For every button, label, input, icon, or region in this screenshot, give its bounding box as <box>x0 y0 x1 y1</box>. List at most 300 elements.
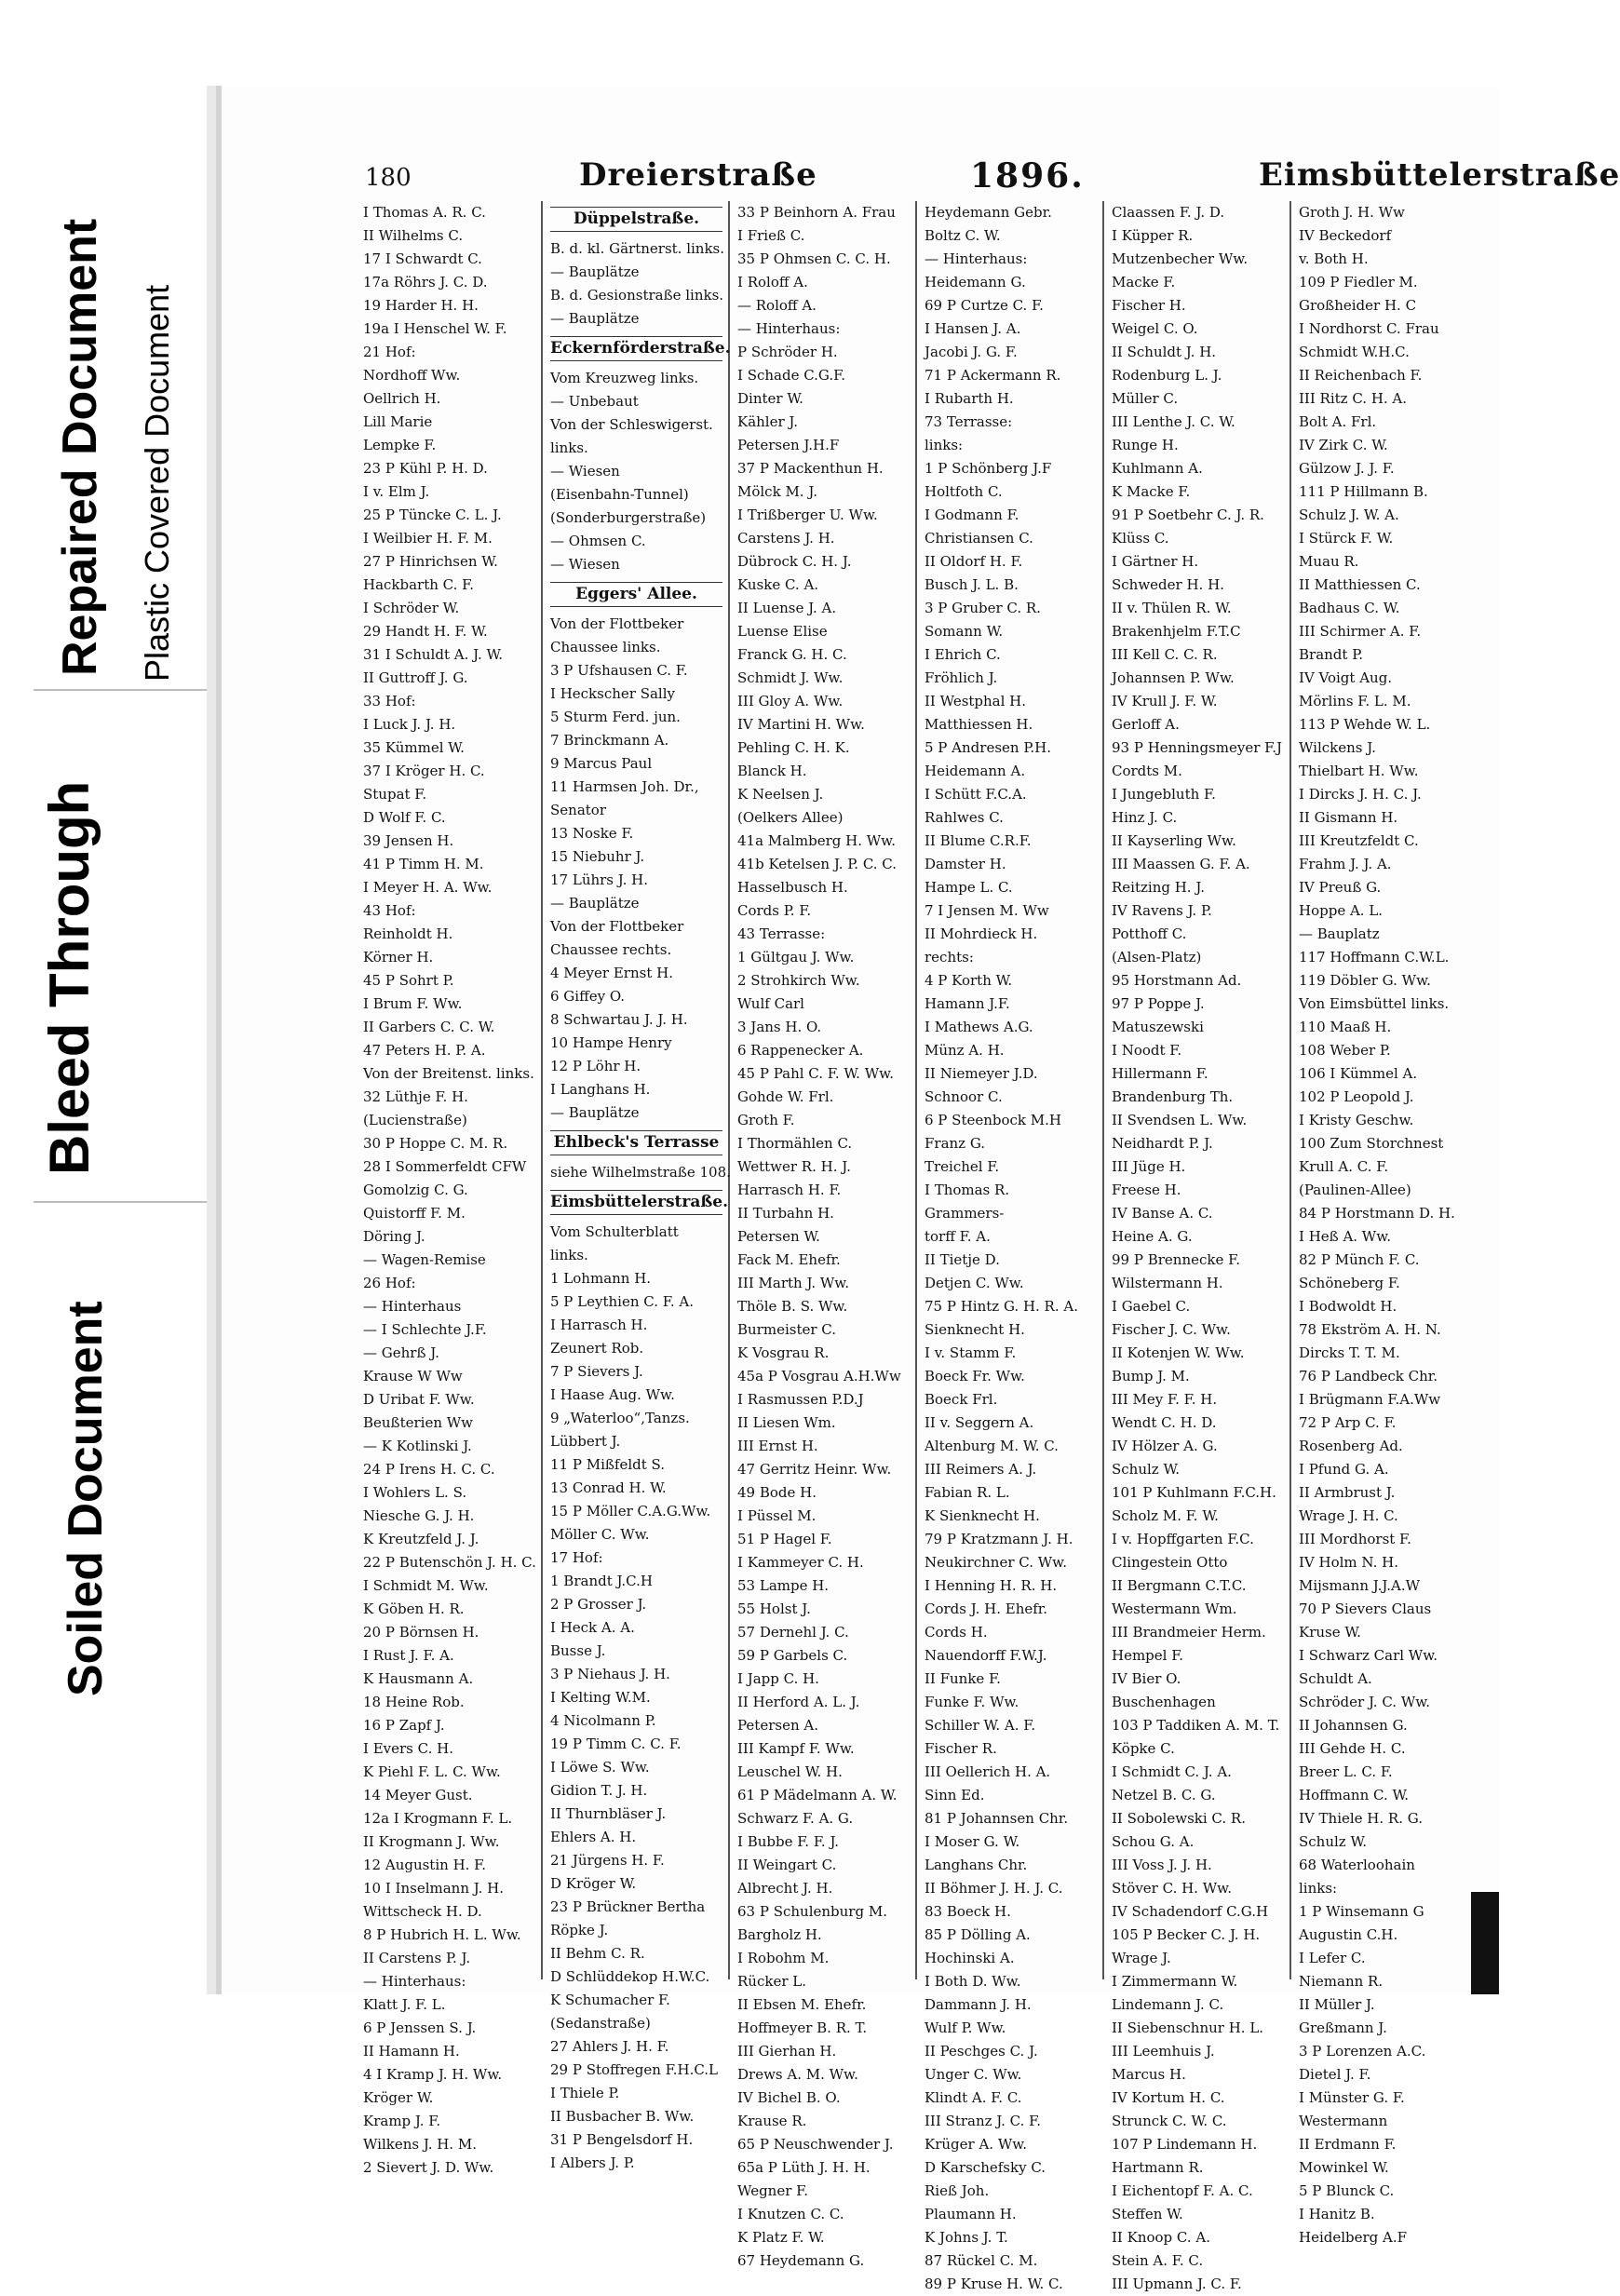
directory-entry: Breer L. C. F. <box>1299 1763 1393 1780</box>
directory-entry: 61 P Mädelmann A. W. <box>737 1787 898 1803</box>
directory-entry: Stupat F. <box>363 786 427 803</box>
directory-entry: Gohde W. Frl. <box>737 1088 834 1105</box>
directory-entry: 45 P Sohrt P. <box>363 972 454 989</box>
directory-entry: 49 Bode H. <box>737 1484 817 1501</box>
directory-entry: 70 P Sievers Claus <box>1299 1600 1432 1617</box>
directory-entry: Brandt P. <box>1299 646 1364 663</box>
directory-entry: 41 P Timm H. M. <box>363 856 484 872</box>
directory-entry: III Marth J. Ww. <box>737 1275 850 1291</box>
directory-entry: 67 Heydemann G. <box>737 2252 865 2269</box>
directory-entry: I Thomas R. <box>925 1182 1010 1198</box>
directory-entry: — Unbebaut <box>550 393 639 410</box>
directory-entry: 27 Ahlers J. H. F. <box>550 2038 669 2055</box>
directory-entry: Petersen A. <box>737 1717 818 1734</box>
directory-entry: 51 P Hagel F. <box>737 1531 832 1547</box>
header-left-street: Dreierstraße <box>579 156 817 194</box>
directory-entry: Von der Flottbeker <box>550 918 684 935</box>
header-year: 1896. <box>970 156 1085 196</box>
directory-entry: Altenburg M. W. C. <box>925 1438 1059 1454</box>
directory-entry: Fischer H. <box>1112 297 1186 314</box>
directory-entry: Langhans Chr. <box>925 1857 1028 1873</box>
directory-entry: Döring J. <box>363 1228 425 1245</box>
directory-entry: 100 Zum Storchnest <box>1299 1135 1444 1152</box>
directory-entry: Thielbart H. Ww. <box>1299 763 1419 779</box>
directory-entry: Treichel F. <box>925 1158 1000 1175</box>
directory-entry: Petersen W. <box>737 1228 820 1245</box>
directory-entry: (Paulinen-Allee) <box>1299 1182 1411 1198</box>
directory-entry: Scholz M. F. W. <box>1112 1507 1219 1524</box>
directory-entry: II Knoop C. A. <box>1112 2229 1210 2246</box>
directory-column <box>356 201 543 2176</box>
directory-entry: Klindt A. F. C. <box>925 2089 1022 2106</box>
directory-entry: Sinn Ed. <box>925 1787 985 1803</box>
directory-entry: II Mohrdieck H. <box>925 925 1038 942</box>
directory-entry: Von Eimsbüttel links. <box>1299 995 1450 1012</box>
directory-entry: 81 P Johannsen Chr. <box>925 1810 1069 1827</box>
directory-entry: I Wohlers L. S. <box>363 1484 467 1501</box>
directory-entry: 82 P Münch F. C. <box>1299 1251 1420 1268</box>
directory-entry: — Bauplatz <box>1299 925 1380 942</box>
directory-entry: Mölck M. J. <box>737 483 817 500</box>
directory-entry: III Gehde H. C. <box>1299 1740 1406 1757</box>
directory-entry: Kähler J. <box>737 413 799 430</box>
directory-entry: 113 P Wehde W. L. <box>1299 716 1431 733</box>
directory-entry: Cords J. H. Ehefr. <box>925 1600 1048 1617</box>
directory-entry: 6 Rappenecker A. <box>737 1042 864 1059</box>
directory-entry: 109 P Fiedler M. <box>1299 274 1418 290</box>
directory-entry: 41b Ketelsen J. P. C. C. <box>737 856 898 872</box>
street-heading: Ehlbeck's Terrasse <box>550 1130 722 1155</box>
directory-entry: Franck G. H. C. <box>737 646 847 663</box>
directory-entry: Damster H. <box>925 856 1006 872</box>
directory-entry: (Oelkers Allee) <box>737 809 844 826</box>
directory-entry: I Brum F. Ww. <box>363 995 463 1012</box>
directory-entry: 95 Horstmann Ad. <box>1112 972 1242 989</box>
directory-entry: 17 Hof: <box>550 1549 603 1566</box>
label-separator <box>34 1201 210 1203</box>
directory-entry: Schnoor C. <box>925 1088 1003 1105</box>
directory-entry: 25 P Tüncke C. L. J. <box>363 506 502 523</box>
directory-entry: Hillermann F. <box>1112 1065 1208 1082</box>
directory-entry: 30 P Hoppe C. M. R. <box>363 1135 508 1152</box>
directory-entry: Dinter W. <box>737 390 803 407</box>
directory-entry: I Gaebel C. <box>1112 1298 1191 1315</box>
directory-entry: III Upmann J. C. F. <box>1112 2276 1242 2292</box>
directory-entry: (Sedanstraße) <box>550 2015 651 2032</box>
directory-entry: Boeck Fr. Ww. <box>925 1368 1025 1384</box>
directory-entry: 13 Conrad H. W. <box>550 1479 667 1496</box>
directory-entry: I Kristy Geschw. <box>1299 1112 1414 1128</box>
directory-entry: 43 Hof: <box>363 902 416 919</box>
directory-entry: I Henning H. R. H. <box>925 1577 1058 1594</box>
directory-entry: II Garbers C. C. W. <box>363 1019 495 1035</box>
directory-entry: K Schumacher F. <box>550 1992 670 2008</box>
directory-entry: 16 P Zapf J. <box>363 1717 445 1734</box>
directory-entry: 117 Hoffmann C.W.L. <box>1299 949 1450 966</box>
directory-entry: I Küpper R. <box>1112 227 1194 244</box>
directory-entry: Klatt J. F. L. <box>363 1996 446 2013</box>
directory-entry: 7 I Jensen M. Ww <box>925 902 1049 919</box>
directory-entry: 69 P Curtze C. F. <box>925 297 1044 314</box>
directory-entry: 5 P Blunck C. <box>1299 2182 1395 2199</box>
directory-entry: 37 P Mackenthun H. <box>737 460 884 477</box>
directory-entry: K Kreutzfeld J. J. <box>363 1531 479 1547</box>
directory-entry: Marcus H. <box>1112 2066 1186 2083</box>
directory-entry: 4 P Korth W. <box>925 972 1013 989</box>
directory-entry: D Kröger W. <box>550 1875 637 1892</box>
directory-entry: K Piehl F. L. C. Ww. <box>363 1763 501 1780</box>
directory-entry: — Ohmsen C. <box>550 533 646 549</box>
directory-entry: I Godmann F. <box>925 506 1019 523</box>
header-right-street: Eimsbüttelerstraße <box>1259 156 1620 194</box>
directory-entry: IV Hölzer A. G. <box>1112 1438 1218 1454</box>
directory-entry: Kröger W. <box>363 2089 434 2106</box>
directory-entry: 21 Jürgens H. F. <box>550 1852 665 1869</box>
directory-entry: II Johannsen G. <box>1299 1717 1408 1734</box>
directory-entry: Macke F. <box>1112 274 1176 290</box>
directory-entry: I Brügmann F.A.Ww <box>1299 1391 1441 1408</box>
directory-entry: I Hanitz B. <box>1299 2206 1375 2222</box>
directory-entry: Rieß Joh. <box>925 2182 990 2199</box>
directory-entry: 10 Hampe Henry <box>550 1034 672 1051</box>
directory-entry: I v. Stamm F. <box>925 1344 1017 1361</box>
directory-entry: Hempel F. <box>1112 1647 1184 1664</box>
directory-entry: I Pfund G. A. <box>1299 1461 1389 1478</box>
directory-entry: III Mey F. F. H. <box>1112 1391 1218 1408</box>
directory-entry: 6 P Steenbock M.H <box>925 1112 1061 1128</box>
directory-entry: Hoffmann C. W. <box>1299 1787 1410 1803</box>
directory-entry: — Wiesen <box>550 556 620 573</box>
page-header <box>365 151 1620 197</box>
directory-entry: Chaussee rechts. <box>550 941 672 958</box>
directory-entry: Sienknecht H. <box>925 1321 1025 1338</box>
directory-entry: 45 P Pahl C. F. W. Ww. <box>737 1065 894 1082</box>
directory-entry: — I Schlechte J.F. <box>363 1321 487 1338</box>
plastic-covered-document-label: Plastic Covered Document <box>138 284 176 682</box>
directory-entry: 47 Peters H. P. A. <box>363 1042 486 1059</box>
directory-entry: Wettwer R. H. J. <box>737 1158 851 1175</box>
directory-entry: Rücker L. <box>737 1973 806 1990</box>
directory-page <box>207 86 1620 2292</box>
directory-entry: III Oellerich H. A. <box>925 1763 1051 1780</box>
directory-entry: 17 I Schwardt C. <box>363 250 482 267</box>
directory-entry: links: <box>925 437 964 453</box>
directory-entry: II Herford A. L. J. <box>737 1694 860 1710</box>
directory-entry: 89 P Kruse H. W. C. <box>925 2276 1063 2292</box>
directory-entry: torff F. A. <box>925 1228 991 1245</box>
directory-entry: 6 Giffey O. <box>550 988 626 1005</box>
directory-entry: I Schütt F.C.A. <box>925 786 1027 803</box>
directory-entry: I Münster G. F. <box>1299 2089 1405 2106</box>
directory-entry: I v. Hopffgarten F.C. <box>1112 1531 1254 1547</box>
directory-entry: 9 Marcus Paul <box>550 755 653 772</box>
directory-entry: 24 P Irens H. C. C. <box>363 1461 495 1478</box>
directory-entry: I Both D. Ww. <box>925 1973 1021 1990</box>
directory-entry: I Heß A. Ww. <box>1299 1228 1392 1245</box>
directory-entry: II Blume C.R.F. <box>925 832 1032 849</box>
directory-entry: 15 P Möller C.A.G.Ww. <box>550 1503 711 1519</box>
directory-entry: 7 Brinckmann A. <box>550 732 669 749</box>
directory-entry: links. <box>550 439 588 456</box>
directory-entry: IV Ravens J. P. <box>1112 902 1212 919</box>
directory-entry: I Langhans H. <box>550 1081 651 1098</box>
directory-column <box>1104 201 1291 2292</box>
directory-entry: — Bauplätze <box>550 310 640 327</box>
directory-entry: II Schuldt J. H. <box>1112 344 1217 360</box>
directory-entry: 27 P Hinrichsen W. <box>363 553 498 570</box>
directory-entry: Senator <box>550 802 606 818</box>
directory-entry: Großheider H. C <box>1299 297 1417 314</box>
directory-entry: 71 P Ackermann R. <box>925 367 1061 384</box>
directory-entry: Hochinski A. <box>925 1950 1015 1966</box>
directory-entry: Runge H. <box>1112 437 1179 453</box>
directory-entry: 76 P Landbeck Chr. <box>1299 1368 1438 1384</box>
directory-entry: IV Krull J. F. W. <box>1112 693 1218 709</box>
directory-entry: I Trißberger U. Ww. <box>737 506 878 523</box>
directory-entry: IV Preuß G. <box>1299 879 1382 896</box>
directory-entry: Nauendorff F.W.J. <box>925 1647 1047 1664</box>
directory-entry: Christiansen C. <box>925 530 1033 547</box>
directory-entry: 101 P Kuhlmann F.C.H. <box>1112 1484 1276 1501</box>
directory-entry: I Schade C.G.F. <box>737 367 845 384</box>
directory-entry: Dammann J. H. <box>925 1996 1032 2013</box>
directory-entry: I Robohm M. <box>737 1950 830 1966</box>
directory-entry: Busse J. <box>550 1642 606 1659</box>
directory-entry: — K Kotlinski J. <box>363 1438 472 1454</box>
directory-entry: links. <box>550 1247 588 1263</box>
directory-entry: 93 P Henningsmeyer F.J <box>1112 739 1282 756</box>
directory-entry: 73 Terrasse: <box>925 413 1013 430</box>
directory-entry: I Bodwoldt H. <box>1299 1298 1397 1315</box>
directory-entry: 19 P Timm C. C. F. <box>550 1736 682 1752</box>
directory-entry: 37 I Kröger H. C. <box>363 763 485 779</box>
directory-entry: 33 Hof: <box>363 693 416 709</box>
directory-entry: I Jungebluth F. <box>1112 786 1216 803</box>
directory-entry: II Sobolewski C. R. <box>1112 1810 1246 1827</box>
directory-entry: K Johns J. T. <box>925 2229 1008 2246</box>
directory-entry: 65 P Neuschwender J. <box>737 2136 894 2153</box>
directory-entry: P Schröder H. <box>737 344 838 360</box>
directory-entry: K Vosgrau R. <box>737 1344 830 1361</box>
directory-entry: K Hausmann A. <box>363 1670 474 1687</box>
directory-entry: K Macke F. <box>1112 483 1191 500</box>
directory-entry: 59 P Garbels C. <box>737 1647 848 1664</box>
directory-entry: Gidion T. J. H. <box>550 1782 648 1799</box>
directory-entry: II Oldorf H. F. <box>925 553 1023 570</box>
directory-entry: (Sonderburgerstraße) <box>550 509 707 526</box>
directory-entry: Boltz C. W. <box>925 227 1001 244</box>
directory-entry: Neukirchner C. Ww. <box>925 1554 1067 1571</box>
directory-entry: Somann W. <box>925 623 1004 640</box>
directory-entry: 4 Nicolmann P. <box>550 1712 656 1729</box>
directory-entry: Kruse W. <box>1299 1624 1361 1641</box>
directory-entry: Schweder H. H. <box>1112 576 1224 593</box>
directory-entry: IV Kortum H. C. <box>1112 2089 1225 2106</box>
directory-entry: Buschenhagen <box>1112 1694 1216 1710</box>
directory-entry: 18 Heine Rob. <box>363 1694 465 1710</box>
directory-entry: 17a Röhrs J. C. D. <box>363 274 488 290</box>
directory-entry: Rosenberg Ad. <box>1299 1438 1403 1454</box>
directory-entry: I Lefer C. <box>1299 1950 1366 1966</box>
directory-entry: I Albers J. P. <box>550 2154 635 2171</box>
directory-entry: 13 Noske F. <box>550 825 634 842</box>
directory-entry: I Haase Aug. Ww. <box>550 1386 675 1403</box>
directory-entry: — Bauplätze <box>550 263 640 280</box>
directory-entry: Blanck H. <box>737 763 807 779</box>
directory-entry: Petersen J.H.F <box>737 437 840 453</box>
directory-entry: Cords P. F. <box>737 902 812 919</box>
directory-entry: Strunck C. W. C. <box>1112 2113 1227 2129</box>
directory-entry: II Luense J. A. <box>737 600 837 616</box>
directory-column <box>1291 201 1478 2246</box>
directory-entry: 2 Strohkirch Ww. <box>737 972 860 989</box>
directory-entry: I Löwe S. Ww. <box>550 1759 650 1776</box>
directory-entry: I Schwarz Carl Ww. <box>1299 1647 1438 1664</box>
directory-entry: 10 I Inselmann J. H. <box>363 1880 504 1897</box>
street-heading: Eckernförderstraße. <box>550 336 722 361</box>
directory-entry: Leuschel W. H. <box>737 1763 843 1780</box>
directory-entry: 31 P Bengelsdorf H. <box>550 2131 694 2148</box>
directory-entry: Hasselbusch H. <box>737 879 848 896</box>
directory-entry: Wittscheck H. D. <box>363 1903 482 1920</box>
directory-entry: III Gloy A. Ww. <box>737 693 844 709</box>
directory-entry: 107 P Lindemann H. <box>1112 2136 1258 2153</box>
directory-entry: Schmidt W.H.C. <box>1299 344 1410 360</box>
directory-entry: Beußterien Ww <box>363 1414 474 1431</box>
directory-entry: Hinz J. C. <box>1112 809 1178 826</box>
directory-entry: I Heck A. A. <box>550 1619 635 1636</box>
directory-entry: Hampe L. C. <box>925 879 1013 896</box>
directory-entry: 43 Terrasse: <box>737 925 826 942</box>
directory-entry: Matthiessen H. <box>925 716 1033 733</box>
directory-entry: 108 Weber P. <box>1299 1042 1391 1059</box>
directory-entry: I Harrasch H. <box>550 1317 648 1333</box>
directory-entry: 4 I Kramp J. H. Ww. <box>363 2066 503 2083</box>
directory-entry: Clingestein Otto <box>1112 1554 1228 1571</box>
directory-entry: 20 P Börnsen H. <box>363 1624 479 1641</box>
directory-entry: Augustin C.H. <box>1299 1926 1398 1943</box>
bleed-through-label: Bleed Through <box>38 780 101 1175</box>
directory-entry: I Schmidt C. J. A. <box>1112 1763 1232 1780</box>
directory-entry: Schiller W. A. F. <box>925 1717 1036 1734</box>
directory-entry: Klüss C. <box>1112 530 1169 547</box>
directory-entry: Kuhlmann A. <box>1112 460 1203 477</box>
directory-entry: siehe Wilhelmstraße 108. <box>550 1164 731 1181</box>
directory-entry: Fischer R. <box>925 1740 997 1757</box>
directory-entry: I Hansen J. A. <box>925 320 1021 337</box>
directory-entry: v. Both H. <box>1299 250 1369 267</box>
directory-entry: 3 P Gruber C. R. <box>925 600 1041 616</box>
directory-entry: II Armbrust J. <box>1299 1484 1396 1501</box>
page-number: 180 <box>365 164 412 192</box>
directory-entry: Pehling C. H. K. <box>737 739 850 756</box>
directory-entry: Krüger A. Ww. <box>925 2136 1028 2153</box>
directory-entry: II Reichenbach F. <box>1299 367 1423 384</box>
directory-entry: 8 Schwartau J. J. H. <box>550 1011 688 1028</box>
directory-entry: K Platz F. W. <box>737 2229 825 2246</box>
directory-entry: Stöver C. H. Ww. <box>1112 1880 1232 1897</box>
directory-entry: II Turbahn H. <box>737 1205 834 1222</box>
directory-entry: II Erdmann F. <box>1299 2136 1397 2153</box>
directory-entry: Heydemann Gebr. <box>925 204 1052 221</box>
directory-entry: I Stürck F. W. <box>1299 530 1394 547</box>
directory-entry: Kramp J. F. <box>363 2113 441 2129</box>
directory-entry: Bump J. M. <box>1112 1368 1190 1384</box>
directory-entry: Bargholz H. <box>737 1926 822 1943</box>
directory-entry: — Bauplätze <box>550 895 640 912</box>
directory-entry: Gomolzig C. G. <box>363 1182 468 1198</box>
directory-entry: I Thomas A. R. C. <box>363 204 486 221</box>
directory-entry: — Wagen-Remise <box>363 1251 486 1268</box>
directory-entry: Cordts M. <box>1112 763 1182 779</box>
directory-entry: Schöneberg F. <box>1299 1275 1400 1291</box>
scan-corner <box>1471 1892 1499 1994</box>
directory-entry: III Ritz C. H. A. <box>1299 390 1408 407</box>
directory-entry: Brandenburg Th. <box>1112 1088 1234 1105</box>
directory-entry: 22 P Butenschön J. H. C. <box>363 1554 536 1571</box>
directory-entry: Reitzing H. J. <box>1112 879 1205 896</box>
directory-entry: Fack M. Ehefr. <box>737 1251 841 1268</box>
directory-entry: Von der Breitenst. links. <box>363 1065 534 1082</box>
directory-entry: 53 Lampe H. <box>737 1577 830 1594</box>
directory-entry: 35 P Ohmsen C. C. H. <box>737 250 891 267</box>
directory-entry: 29 Handt H. F. W. <box>363 623 488 640</box>
directory-entry: 9 „Waterloo“,Tanzs. <box>550 1410 690 1426</box>
directory-entry: Heidelberg A.F <box>1299 2229 1408 2246</box>
directory-entry: 1 Gültgau J. Ww. <box>737 949 855 966</box>
directory-entry: 68 Waterloohain <box>1299 1857 1415 1873</box>
directory-entry: 15 Niebuhr J. <box>550 848 645 865</box>
directory-entry: Dircks T. T. M. <box>1299 1344 1400 1361</box>
directory-entry: Lindemann J. C. <box>1112 1996 1224 2013</box>
directory-columns <box>356 201 1499 2292</box>
directory-entry: Potthoff C. <box>1112 925 1187 942</box>
directory-entry: I Schröder W. <box>363 600 460 616</box>
directory-entry: Wulf P. Ww. <box>925 2019 1006 2036</box>
directory-entry: Jacobi J. G. F. <box>925 344 1018 360</box>
directory-entry: Wulf Carl <box>737 995 804 1012</box>
directory-entry: Lempke F. <box>363 437 437 453</box>
directory-entry: D Karschefsky C. <box>925 2159 1046 2176</box>
directory-entry: (Eisenbahn-Tunnel) <box>550 486 689 503</box>
directory-entry: 1 P Schönberg J.F <box>925 460 1052 477</box>
directory-entry: Fabian R. L. <box>925 1484 1010 1501</box>
directory-entry: 19a I Henschel W. F. <box>363 320 507 337</box>
directory-entry: 12a I Krogmann F. L. <box>363 1810 513 1827</box>
directory-entry: Hoppe A. L. <box>1299 902 1384 919</box>
directory-entry: Hamann J.F. <box>925 995 1010 1012</box>
directory-entry: Hackbarth C. F. <box>363 576 475 593</box>
directory-entry: Dietel J. F. <box>1299 2066 1371 2083</box>
directory-entry: Brakenhjelm F.T.C <box>1112 623 1241 640</box>
directory-entry: I Gärtner H. <box>1112 553 1199 570</box>
directory-entry: Fröhlich J. <box>925 669 998 686</box>
directory-entry: IV Holm N. H. <box>1299 1554 1398 1571</box>
directory-entry: I v. Elm J. <box>363 483 430 500</box>
directory-entry: IV Thiele H. R. G. <box>1299 1810 1423 1827</box>
directory-entry: Köpke C. <box>1112 1740 1175 1757</box>
directory-entry: III Kell C. C. R. <box>1112 646 1218 663</box>
directory-entry: Funke F. Ww. <box>925 1694 1019 1710</box>
directory-column <box>917 201 1104 2292</box>
directory-entry: II Ebsen M. Ehefr. <box>737 1996 867 2013</box>
directory-entry: III Kreutzfeldt C. <box>1299 832 1419 849</box>
directory-entry: Lübbert J. <box>550 1433 621 1450</box>
directory-entry: II v. Thülen R. W. <box>1112 600 1232 616</box>
directory-entry: Fischer J. C. Ww. <box>1112 1321 1231 1338</box>
directory-entry: 111 P Hillmann B. <box>1299 483 1428 500</box>
directory-entry: 8 P Hubrich H. L. Ww. <box>363 1926 521 1943</box>
